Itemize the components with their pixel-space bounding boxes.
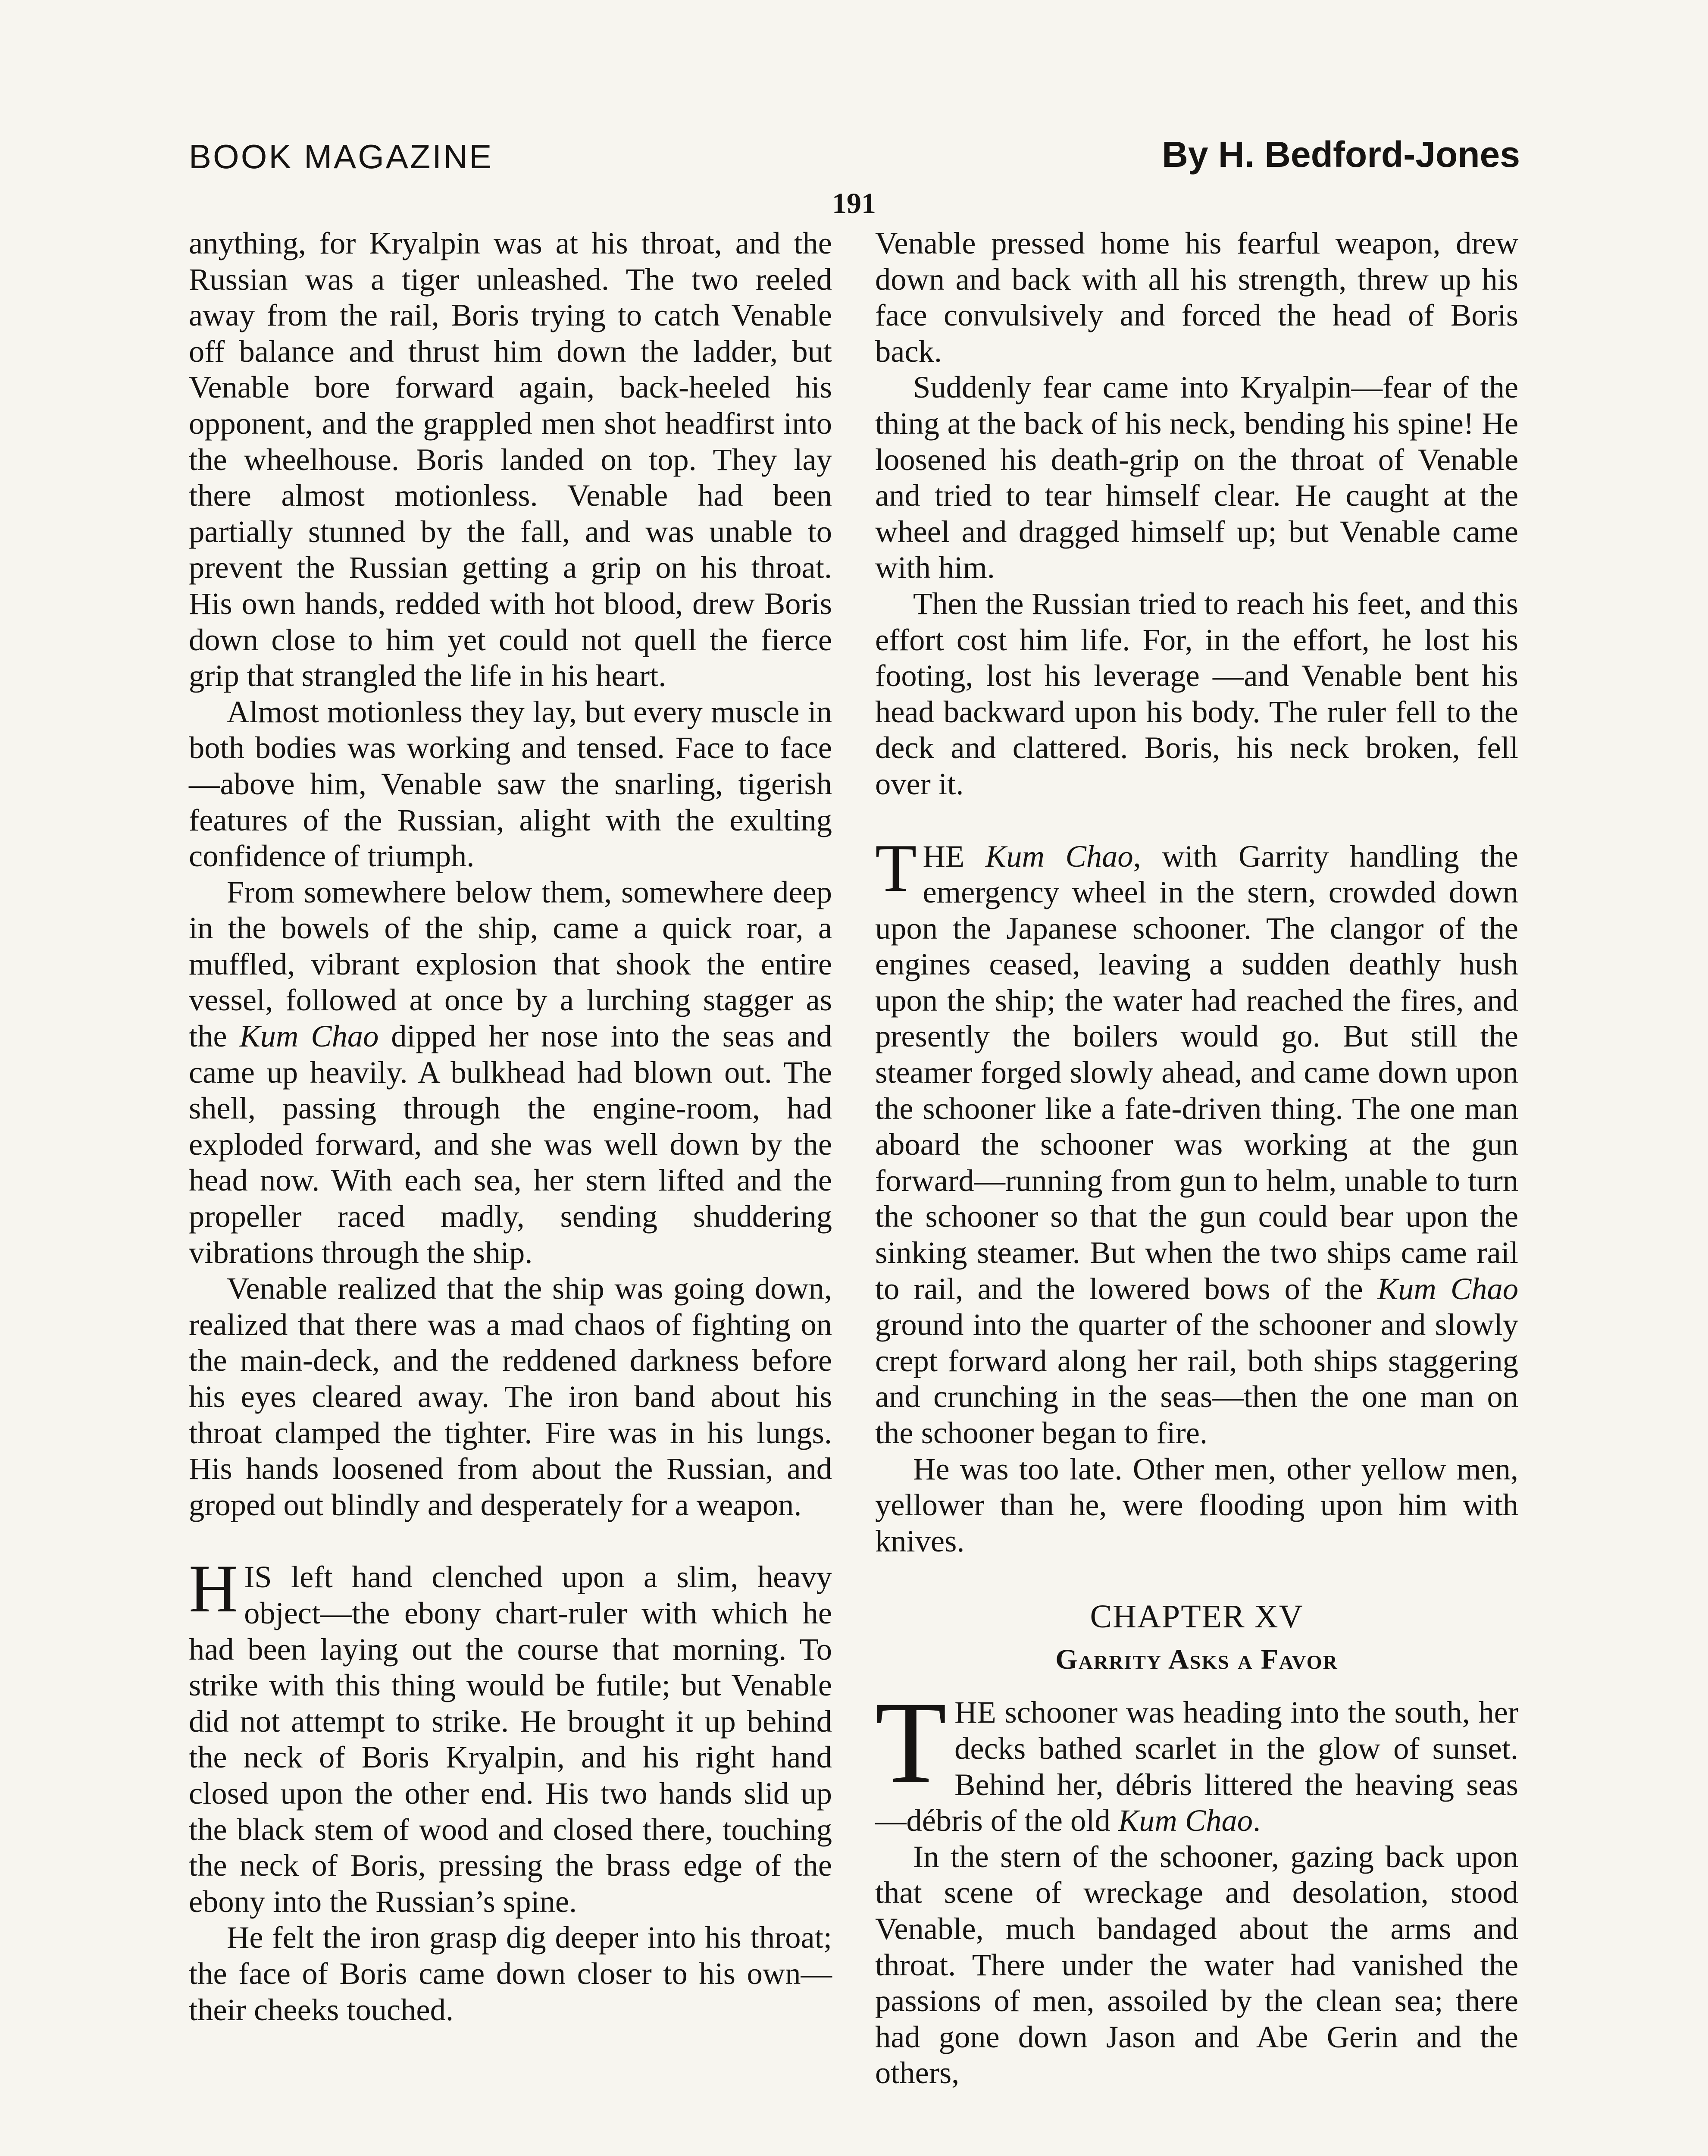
- chapter-title: CHAPTER XV: [1090, 1598, 1304, 1635]
- paragraph-text: dipped her nose into the seas and came up heavily. A bulkhead had blown out. The shell, passing through the engine-room, had exploded forward, and she was well down by the head now. With each sea, her stern lifted and the propeller raced madly, sending shuddering vibrations through the ship.: [189, 1018, 832, 1270]
- drop-cap: T: [875, 1677, 947, 1808]
- section-paragraph: [875, 1677, 1518, 1838]
- running-header-left: BOOK MAGAZINE: [189, 138, 494, 175]
- drop-cap: H: [189, 1551, 238, 1627]
- ship-name: Kum Chao: [985, 838, 1133, 874]
- paragraph: anything, for Kryalpin was at his throat, and the Russian was a tiger unleashed. The two reeled away from the rail, Boris trying to catch Venable off balance and thrust him down the ladder, but Venable bore forward again, back-heeled his opponent, and the grappled men shot headfirst into the wheelhouse. Boris landed on top. They lay there almost motionless. Venable had been partially stunned by the fall, and was unable to prevent the Russian getting a grip on his throat. His own hands, redded with hot blood, drew Boris down close to him yet could not quell the fierce grip that strangled the life in his heart.: [189, 226, 832, 693]
- paragraph: He was too late. Other men, other yellow men, yellower than he, were flooding upon him with knives.: [875, 1451, 1518, 1558]
- ship-name: Kum Chao: [1118, 1803, 1253, 1838]
- paragraph-text: .: [1253, 1803, 1261, 1838]
- section-paragraph: [875, 830, 1518, 1451]
- paragraph: Venable pressed home his fearful weapon, drew down and back with all his strength, threw up his face convulsively and forced the head of Boris back.: [875, 226, 1518, 369]
- paragraph: [189, 874, 832, 1271]
- paragraph: He felt the iron grasp dig deeper into his throat; the face of Boris came down closer to his own—their cheeks touched.: [189, 1920, 832, 2027]
- left-column: [189, 225, 832, 2028]
- running-header-right: By H. Bedford-Jones: [1162, 134, 1520, 175]
- paragraph: Almost motionless they lay, but every muscle in both bodies was working and tensed. Face to face—above him, Venable saw the snarling, tigerish features of the Russian, alight with the exulting confidence of triumph.: [189, 694, 832, 874]
- paragraph: Suddenly fear came into Kryalpin—fear of the thing at the back of his neck, bending his spine! He loosened his death-grip on the throat of Venable and tried to tear himself clear. He caught at the wheel and dragged himself up; but Venable came with him.: [875, 370, 1518, 585]
- ship-name: Kum Chao: [1377, 1271, 1518, 1306]
- right-column: [875, 225, 1518, 2091]
- paragraph-text: From somewhere below them, somewhere deep in the bowels of the ship, came a quick roar, a muffled, vibrant explosion that shook the entire vessel, followed at once by a lurching stagger as the: [189, 874, 832, 1054]
- paragraph: Then the Russian tried to reach his feet, and this effort cost him life. For, in the effort, he lost his footing, lost his leverage —and Venable bent his head backward upon his body. The ruler fell to the deck and clattered. Boris, his neck broken, fell over it.: [875, 586, 1518, 801]
- paragraph-text: ground into the quarter of the schooner and slowly crept forward along her rail, both ships staggering and crunching in the seas—then the one man on the schooner began to fire.: [875, 1307, 1518, 1450]
- paragraph-text: , with Garrity handling the emergency wheel in the stern, crowded down upon the Japanese schooner. The clangor of the engines ceased, leaving a sudden deathly hush upon the ship; the water had reached the fires, and presently the boilers would go. But still the steamer forged slowly ahead, and came down upon the schooner like a fate-driven thing. The one man aboard the schooner was working at the gun forward—running from gun to helm, unable to turn the schooner so that the gun could bear upon the sinking steamer. But when the two ships came rail to rail, and the lowered bows of the: [875, 838, 1518, 1306]
- paragraph-text: HE: [923, 838, 985, 874]
- paragraph-text: IS left hand clenched upon a slim, heavy object—the ebony chart-ruler with which he had been laying out the course that morning. To strike with this thing would be futile; but Venable did not attempt to strike. He brought it up behind the neck of Boris Kryalpin, and his right hand closed upon the other end. His two hands slid up the black stem of wood and closed there, touching the neck of Boris, pressing the brass edge of the ebony into the Russian’s spine.: [189, 1559, 832, 1919]
- paragraph: Venable realized that the ship was going down, realized that there was a mad chaos of fighting on the main-deck, and the reddened darkness before his eyes cleared away. The iron band about his throat clamped the tighter. Fire was in his lungs. His hands loosened from about the Russian, and groped out blindly and desperately for a weapon.: [189, 1271, 832, 1522]
- page-number: 191: [832, 187, 876, 219]
- ship-name: Kum Chao: [239, 1018, 379, 1054]
- section-paragraph: [189, 1551, 832, 1919]
- paragraph-text: HE schooner was heading into the south, her decks bathed scarlet in the glow of sunset. Behind her, débris littered the heaving seas—débris of the old: [875, 1695, 1518, 1838]
- chapter-subtitle: Garrity Asks a Favor: [1055, 1644, 1338, 1676]
- paragraph: In the stern of the schooner, gazing back upon that scene of wreckage and desolation, stood Venable, much bandaged about the arms and throat. There under the water had vanished the passions of men, assoiled by the clean sea; there had gone down Jason and Abe Gerin and the others,: [875, 1839, 1518, 2090]
- chapter-heading: [875, 1595, 1518, 1681]
- drop-cap: T: [875, 830, 917, 906]
